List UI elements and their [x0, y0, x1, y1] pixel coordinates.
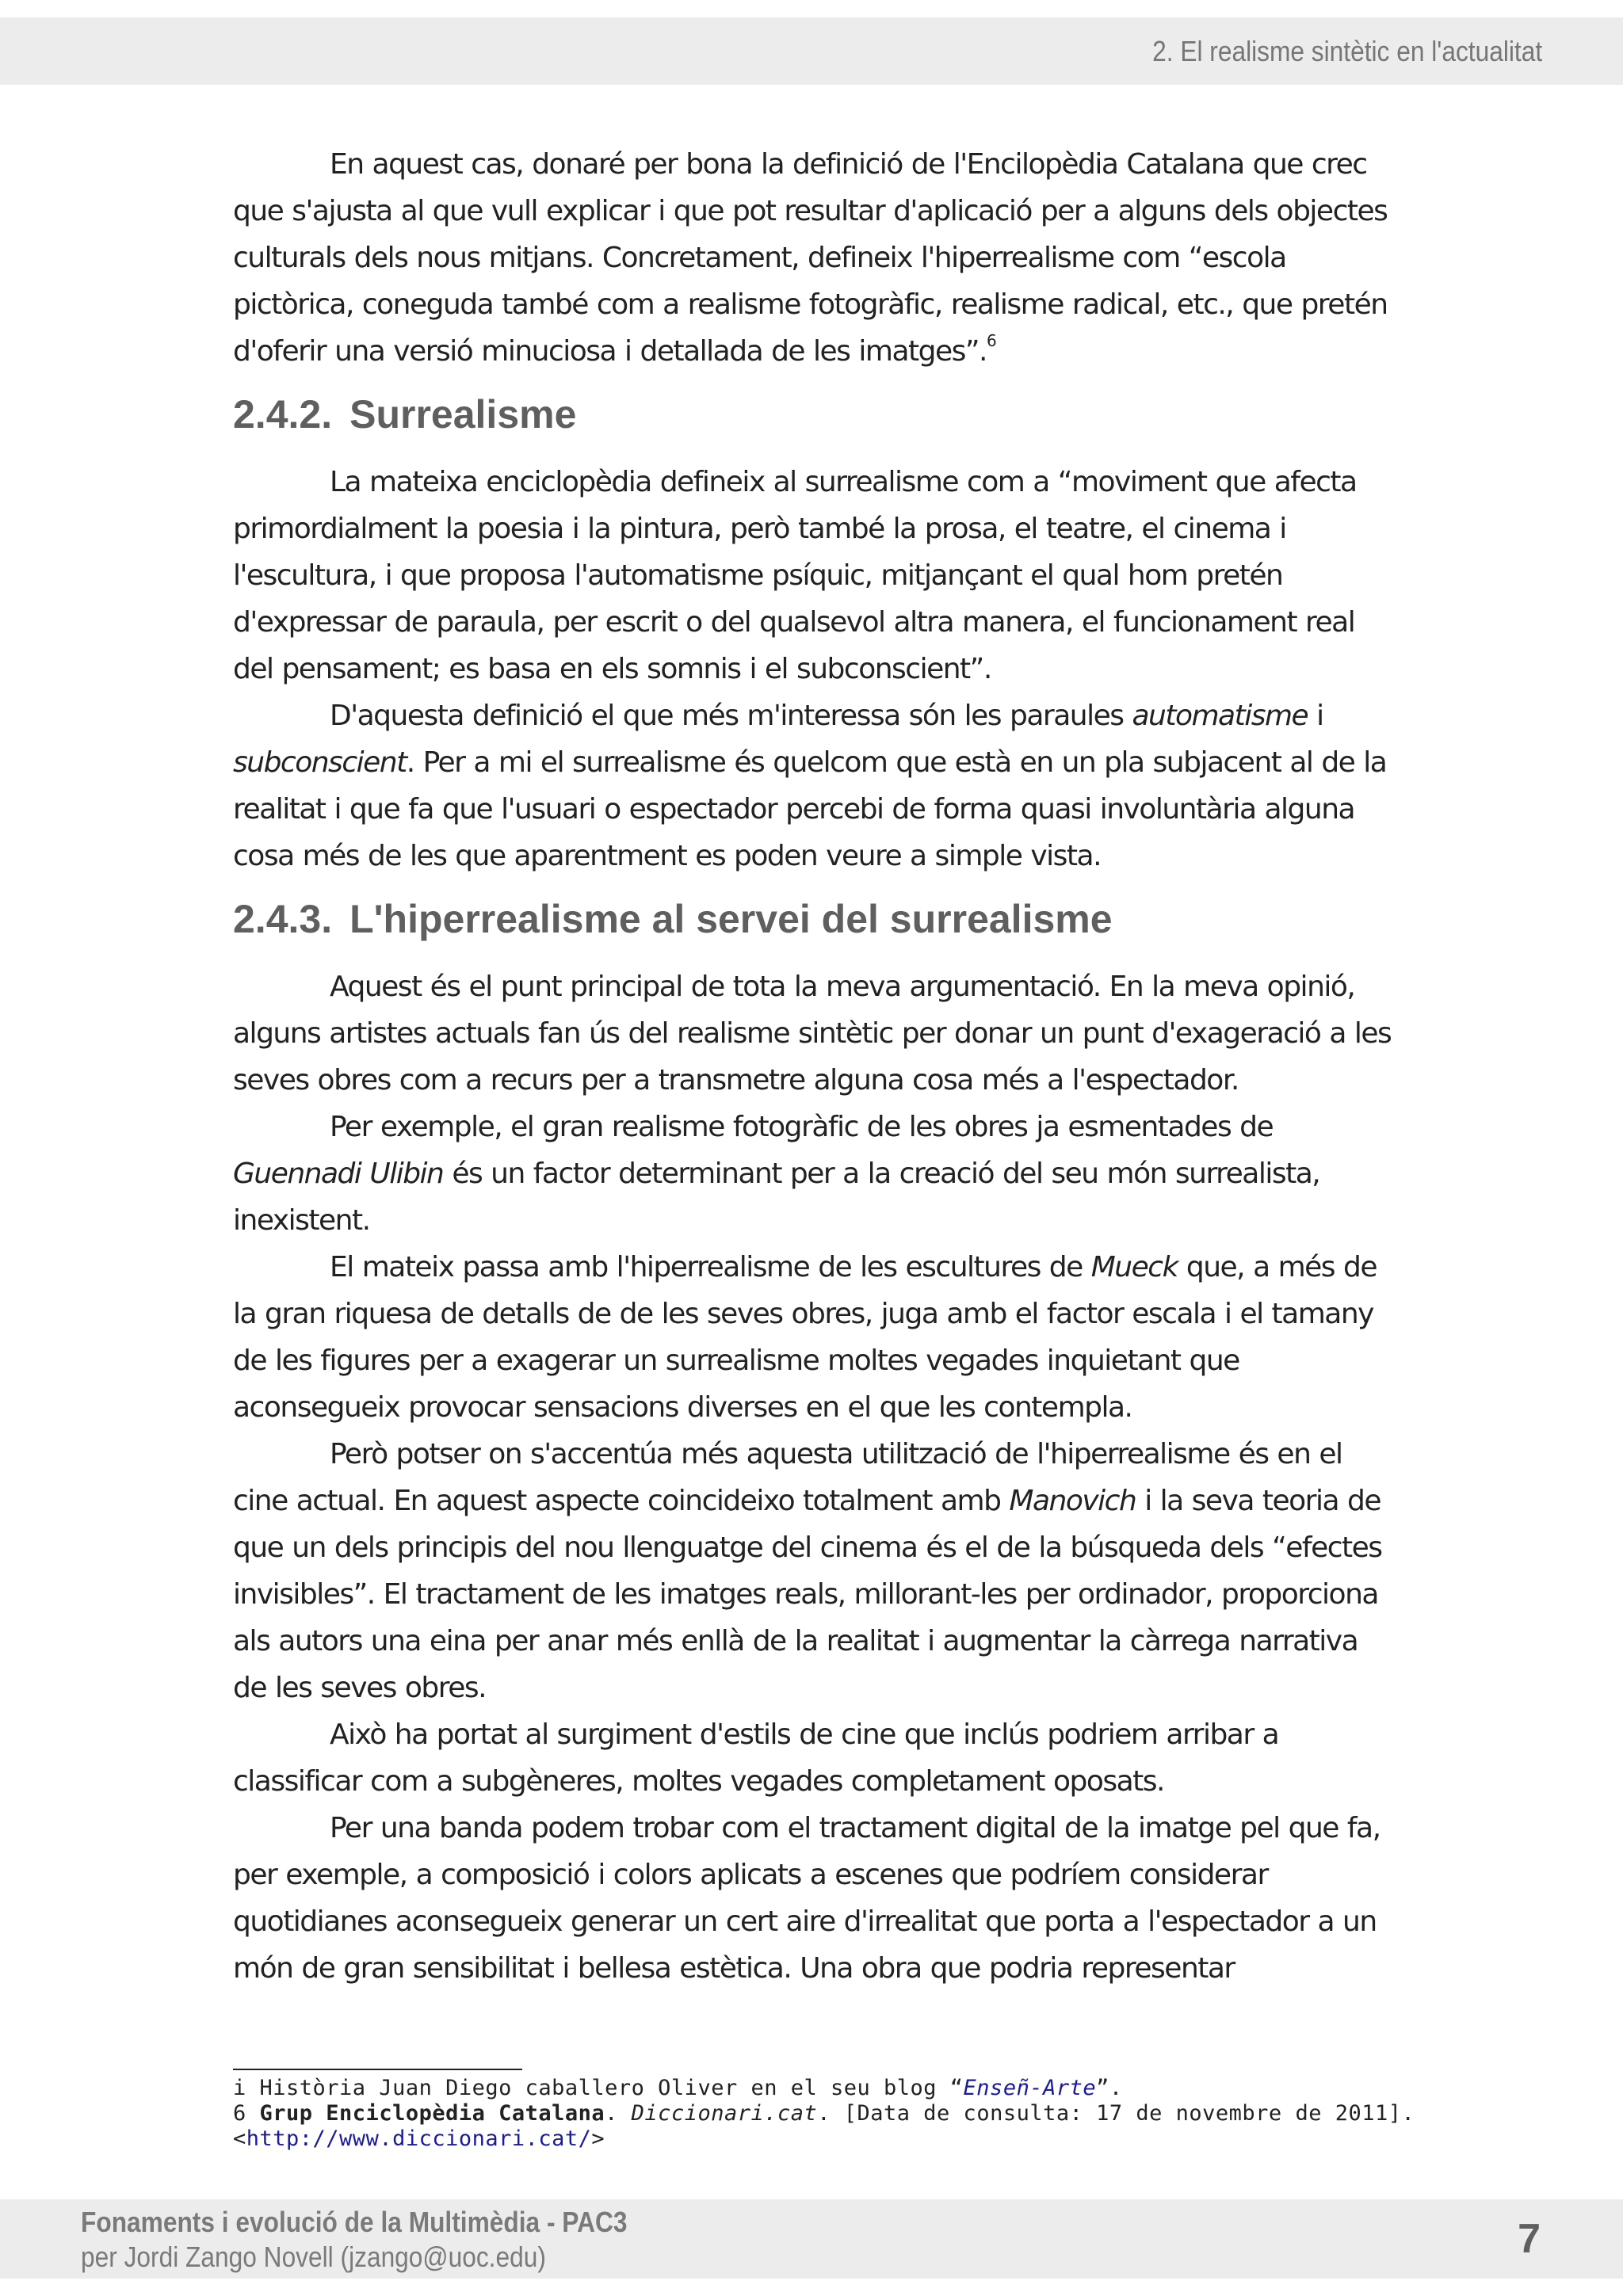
emphasis: Manovich — [1009, 1485, 1136, 1517]
footnote-url-link[interactable]: http://www.diccionari.cat/ — [246, 2126, 592, 2151]
text-run: i — [1308, 700, 1323, 732]
text-run: ”. — [1096, 2076, 1123, 2100]
page-header — [0, 17, 1623, 85]
page-footer — [0, 2199, 1623, 2279]
body-paragraph — [233, 1104, 1398, 1244]
text-run: Però potser on s'accentúa més aquesta utilització de l'hiperrealisme és en el cine actual. En aquest aspecte coincideixo totalment amb — [233, 1438, 1342, 1517]
text-run: Per exemple, el gran realisme fotogràfic de les obres ja esmentades de — [330, 1111, 1274, 1143]
footnote-work-title: Diccionari.cat — [631, 2101, 818, 2126]
body-paragraph — [233, 692, 1398, 879]
body-paragraph — [233, 1244, 1398, 1431]
section-title: L'hiperrealisme al servei del surrealisme — [349, 897, 1113, 941]
footnote-6 — [233, 2101, 1415, 2126]
text-run: que, a més de la gran riquesa de detalls de de les seves obres, juga amb el factor escala i el tamany de les figures per a exagerar un surrealisme moltes vegades inquietant que aconsegueix provocar sensacions diverses en el que les contempla. — [233, 1251, 1377, 1424]
text-run: i la seva teoria de que un dels principis del nou llenguatge del cinema és el de la búsqueda dels “efectes invisibles”. El tractament de les imatges reals, millorant-les per ordinador, proporciona als autors una eina per anar més enllà de la realitat i augmentar la càrrega narrativa de les seves obres. — [233, 1485, 1382, 1704]
running-title: 2. El realisme sintètic en l'actualitat — [1151, 35, 1542, 67]
text-run: D'aquesta definició el que més m'interessa són les paraules — [330, 700, 1132, 732]
section-title: Surrealisme — [349, 392, 577, 437]
body-paragraph: Per una banda podem trobar com el tractament digital de la imatge pel que fa, per exemple, a composició i colors aplicats a escenes que podríem considerar quotidianes aconsegueix generar un cert aire d'irrealitat que porta a l'espectador a un món de gran sensibilitat i bellesa estètica. Una obra que podria representar — [233, 1812, 1381, 1985]
paragraph-text: En aquest cas, donaré per bona la definició de l'Encilopèdia Catalana que crec que s'ajusta al que vull explicar i que pot resultar d'aplicació per a alguns dels objectes culturals dels nous mitjans. Concretament, defineix l'hiperrealisme com “escola pictòrica, coneguda també com a realisme fotogràfic, realisme radical, etc., que pretén d'oferir una versió minuciosa i detallada de les imatges”. — [233, 148, 1388, 368]
text-run: . [Data de consulta: 17 de novembre de 2011]. — [817, 2101, 1415, 2126]
emphasis: subconscient — [233, 746, 407, 779]
document-body — [233, 141, 1398, 1992]
text-run: El mateix passa amb l'hiperrealisme de les escultures de — [330, 1251, 1091, 1283]
footnote-i — [233, 2076, 1398, 2101]
page-number: 7 — [1518, 2216, 1541, 2262]
emphasis: Mueck — [1090, 1251, 1178, 1283]
text-run: és un factor determinant per a la creació del seu món surrealista, inexistent. — [233, 1158, 1320, 1237]
section-heading-hiperrealisme — [233, 895, 1398, 943]
section-number: 2.4.2. — [233, 392, 333, 437]
text-run: < — [233, 2126, 246, 2151]
body-paragraph: Això ha portat al surgiment d'estils de cine que inclús podriem arribar a classificar com a subgèneres, moltes vegades completament oposats. — [233, 1718, 1279, 1798]
body-paragraph — [233, 1431, 1398, 1711]
footnote-reference[interactable]: 6 — [986, 331, 996, 350]
footnote-number: 6 — [233, 2101, 260, 2126]
text-run: > — [591, 2126, 605, 2151]
footnote-6-url — [233, 2126, 1398, 2152]
footer-author: per Jordi Zango Novell (jzango@uoc.edu) — [81, 2241, 546, 2273]
footnotes — [233, 2076, 1415, 2152]
footnote-author: Grup Enciclopèdia Catalana — [259, 2101, 605, 2126]
text-run: . Per a mi el surrealisme és quelcom que està en un pla subjacent al de la realitat i que fa que l'usuari o espectador percebi de forma quasi involuntària alguna cosa més de les que aparentment es poden veure a simple vista. — [233, 746, 1387, 872]
emphasis: automatisme — [1132, 700, 1308, 732]
emphasis: Guennadi Ulibin — [233, 1158, 444, 1190]
body-paragraph: La mateixa enciclopèdia defineix al surrealisme com a “moviment que afecta primordialment la poesia i la pintura, però també la prosa, el teatre, el cinema i l'escultura, i que proposa l'automatisme psíquic, mitjançant el qual hom pretén d'expressar de paraula, per escrit o del qualsevol altra manera, el funcionament real del pensament; es basa en els somnis i el subconscient”. — [233, 466, 1357, 685]
text-run: . — [605, 2101, 632, 2126]
text-run: i Història Juan Diego caballero Oliver en el seu blog “ — [233, 2076, 964, 2100]
intro-paragraph — [233, 141, 1398, 375]
body-paragraph: Aquest és el punt principal de tota la meva argumentació. En la meva opinió, alguns artistes actuals fan ús del realisme sintètic per donar un punt d'exageració a les seves obres com a recurs per a transmetre alguna cosa més a l'espectador. — [233, 971, 1392, 1097]
footer-course-title: Fonaments i evolució de la Multimèdia - PAC3 — [81, 2206, 628, 2238]
footnote-link[interactable]: Enseñ-Arte — [963, 2076, 1097, 2100]
section-number: 2.4.3. — [233, 897, 333, 941]
section-heading-surrealisme — [233, 391, 1398, 438]
footnote-separator — [233, 2069, 522, 2070]
